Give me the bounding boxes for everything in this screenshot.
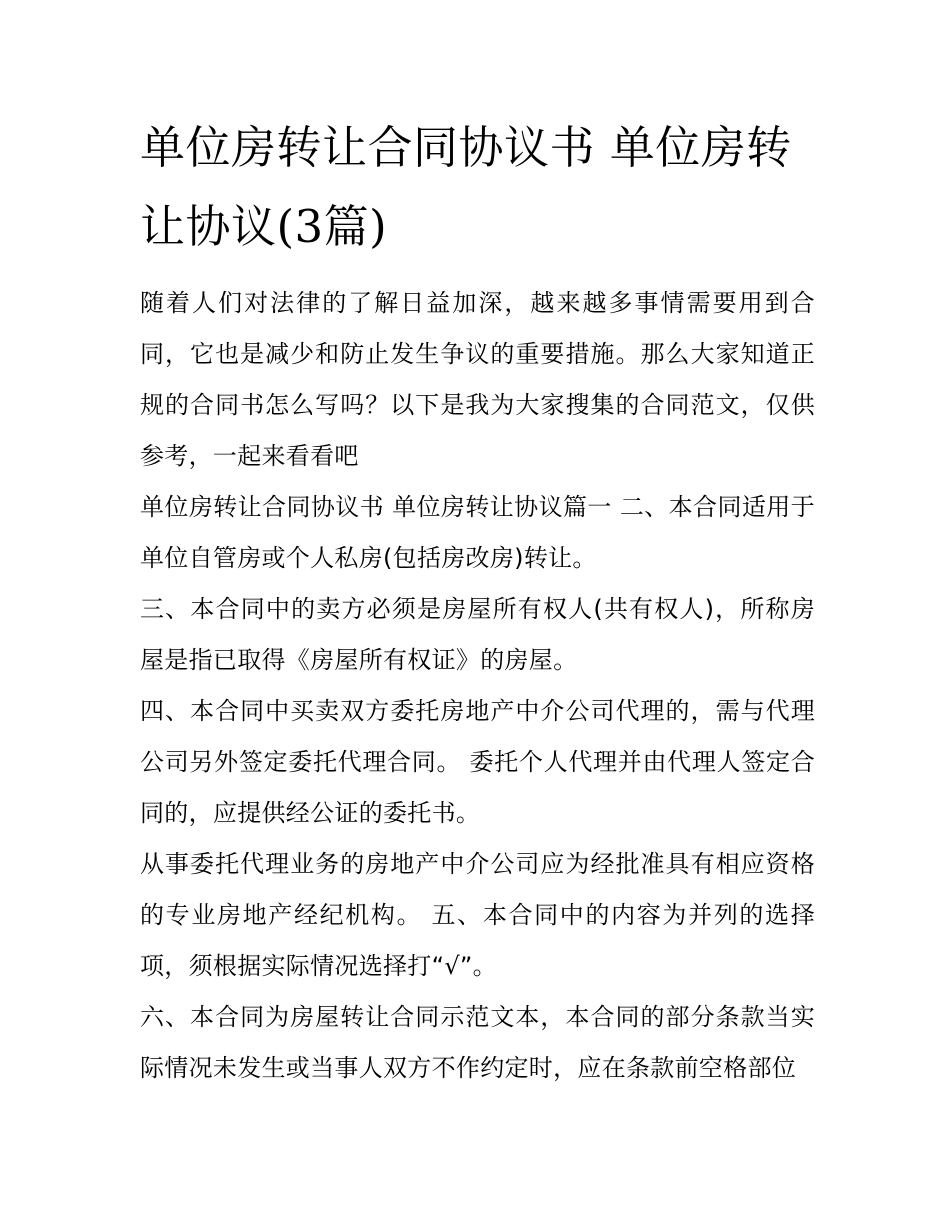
paragraph-clause-5: 从事委托代理业务的房地产中介公司应为经批准具有相应资格的专业房地产经纪机构。 五、本合同中的内容为并列的选择项，须根据实际情况选择打“√”。 bbox=[140, 850, 815, 980]
paragraph-clause-4: 四、本合同中买卖双方委托房地产中介公司代理的，需与代理公司另外签定委托代理合同。 委托个人代理并由代理人签定合同的，应提供经公证的委托书。 bbox=[140, 697, 815, 827]
document-body bbox=[140, 108, 815, 1094]
paragraph-clause-3: 三、本合同中的卖方必须是房屋所有权人(共有权人)，所称房屋是指已取得《房屋所有权证》的房屋。 bbox=[140, 595, 815, 674]
paragraph-intro: 随着人们对法律的了解日益加深，越来越多事情需要用到合同，它也是减少和防止发生争议的重要措施。那么大家知道正规的合同书怎么写吗？以下是我为大家搜集的合同范文，仅供参考，一起来看看吧 bbox=[140, 289, 815, 470]
paragraph-clause-2: 单位房转让合同协议书 单位房转让协议篇一 二、本合同适用于单位自管房或个人私房(包括房改房)转让。 bbox=[140, 493, 815, 572]
paragraph-clause-6: 六、本合同为房屋转让合同示范文本，本合同的部分条款当实际情况未发生或当事人双方不作约定时，应在条款前空格部位 bbox=[140, 1003, 815, 1082]
document-title: 单位房转让合同协议书 单位房转让协议(3篇) bbox=[140, 121, 792, 253]
